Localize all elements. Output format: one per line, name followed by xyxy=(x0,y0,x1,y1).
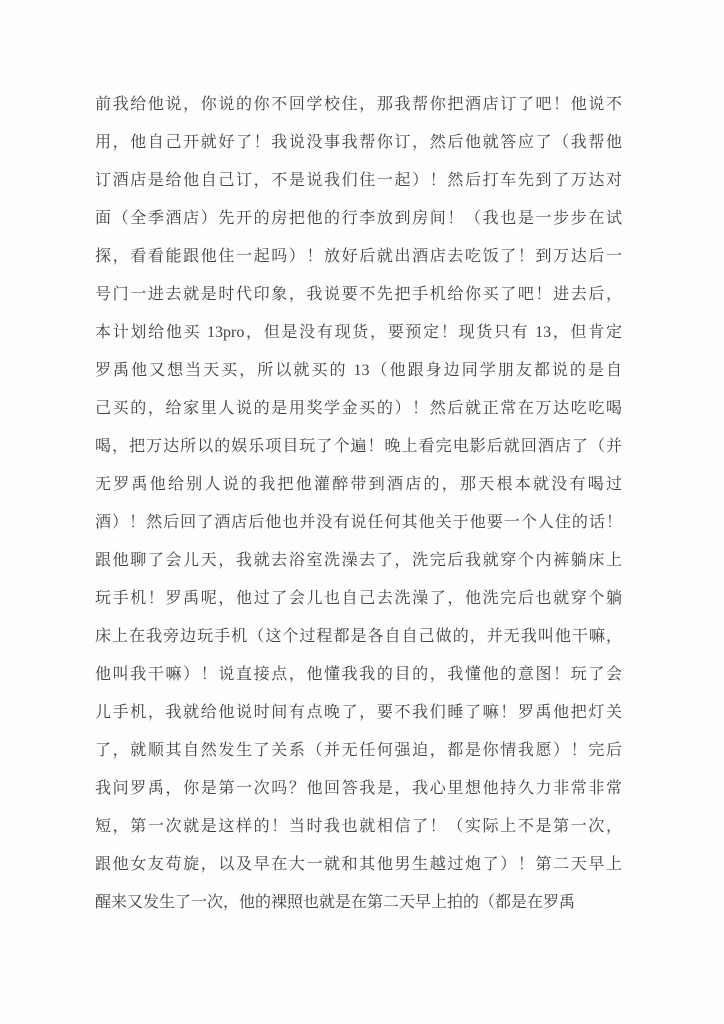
text-line: 无罗禹他给别人说的我把他灌醉带到酒店的，那天根本就没有喝过 xyxy=(95,476,622,493)
text-line: 订酒店是给他自己订，不是说我们住一起）！然后打车先到了万达对 xyxy=(95,172,622,189)
text-line: 本计划给他买 13pro，但是没有现货，要预定！现货只有 13，但肯定 xyxy=(95,324,622,341)
text-line: 醒来又发生了一次，他的裸照也就是在第二天早上拍的（都是在罗禹 xyxy=(95,894,576,911)
text-line: 前我给他说，你说的你不回学校住，那我帮你把酒店订了吧！他说不 xyxy=(95,96,622,113)
text-line: 探，看看能跟他住一起吗）！放好后就出酒店去吃饭了！到万达后一 xyxy=(95,248,622,265)
text-line: 玩手机！罗禹呢，他过了会儿也自己去洗澡了，他洗完后也就穿个躺 xyxy=(95,590,622,607)
text-line: 儿手机，我就给他说时间有点晚了，要不我们睡了嘛！罗禹他把灯关 xyxy=(95,704,622,721)
text-line: 他叫我干嘛）！说直接点，他懂我我的目的，我懂他的意图！玩了会 xyxy=(95,666,622,683)
text-line: 罗禹他又想当天买，所以就买的 13（他跟身边同学朋友都说的是自 xyxy=(95,362,622,379)
paragraph-text xyxy=(95,86,622,922)
text-line: 跟他女友苟旋，以及早在大一就和其他男生越过炮了）！第二天早上 xyxy=(95,856,622,873)
text-line: 跟他聊了会儿天，我就去浴室洗澡去了，洗完后我就穿个内裤躺床上 xyxy=(95,552,622,569)
text-line: 号门一进去就是时代印象，我说要不先把手机给你买了吧！进去后， xyxy=(95,286,622,303)
text-line: 我问罗禹，你是第一次吗？他回答我是，我心里想他持久力非常非常 xyxy=(95,780,622,797)
text-line: 面（全季酒店）先开的房把他的行李放到房间！（我也是一步步在试 xyxy=(95,210,622,227)
text-line: 喝，把万达所以的娱乐项目玩了个遍！晚上看完电影后就回酒店了（并 xyxy=(95,438,622,455)
text-line: 酒）！然后回了酒店后他也并没有说任何其他关于他要一个人住的话！ xyxy=(95,514,622,531)
text-line: 床上在我旁边玩手机（这个过程都是各自自己做的，并无我叫他干嘛， xyxy=(95,628,622,645)
text-line: 己买的，给家里人说的是用奖学金买的）！然后就正常在万达吃吃喝 xyxy=(95,400,622,417)
text-line: 用，他自己开就好了！我说没事我帮你订，然后他就答应了（我帮他 xyxy=(95,134,622,151)
text-line: 短，第一次就是这样的！当时我也就相信了！（实际上不是第一次， xyxy=(95,818,622,835)
text-line: 了，就顺其自然发生了关系（并无任何强迫，都是你情我愿）！完后 xyxy=(95,742,622,759)
